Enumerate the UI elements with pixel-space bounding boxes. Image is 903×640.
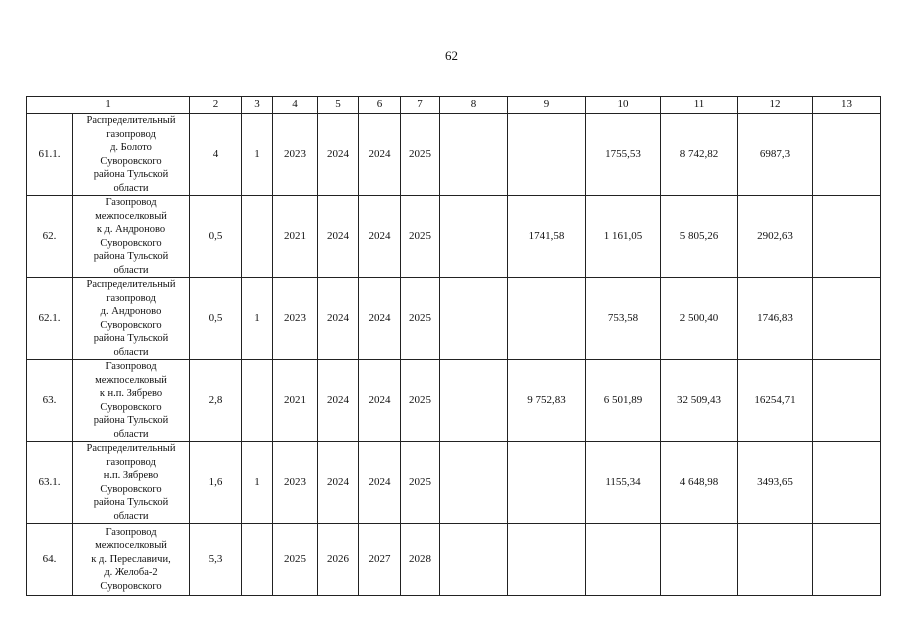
object-name-line: д. Андроново (100, 306, 162, 317)
value-cell-c10: 6 501,89 (586, 360, 661, 442)
object-name-line: области (113, 182, 149, 194)
object-name-line: Газопровод (105, 197, 157, 208)
table-row (27, 114, 881, 196)
object-name-cell (73, 278, 190, 360)
value-cell-c9: 9 752,83 (508, 360, 586, 442)
value-cell-c10: 1 161,05 (586, 196, 661, 278)
value-cell-c3: 1 (242, 278, 273, 360)
value-cell-c11: 2 500,40 (661, 278, 738, 360)
object-name-cell (73, 114, 190, 196)
object-name-line: межпоселковый (95, 374, 167, 386)
value-cell-c10 (586, 524, 661, 596)
object-name-line: Распределительный (86, 115, 176, 126)
object-name-line: Газопровод (105, 361, 157, 372)
value-cell-c12 (738, 524, 813, 596)
table-row (27, 360, 881, 442)
value-cell-c5: 2024 (318, 196, 359, 278)
object-name-line: района Тульской (93, 497, 169, 508)
value-cell-c4: 2023 (273, 278, 318, 360)
value-cell-c8 (440, 524, 508, 596)
value-cell-c3 (242, 196, 273, 278)
object-name-line: района Тульской (93, 169, 169, 180)
value-cell-c8 (440, 196, 508, 278)
value-cell-c12: 3493,65 (738, 442, 813, 524)
object-name-line: Распределительный (86, 279, 176, 290)
value-cell-c6: 2024 (359, 114, 401, 196)
value-cell-c5: 2024 (318, 278, 359, 360)
value-cell-c13 (813, 196, 881, 278)
header-cell: 13 (813, 97, 881, 114)
value-cell-c2: 0,5 (190, 196, 242, 278)
table-row (27, 524, 881, 596)
value-cell-c7: 2025 (401, 442, 440, 524)
value-cell-c2: 5,3 (190, 524, 242, 596)
value-cell-c7: 2025 (401, 114, 440, 196)
value-cell-c6: 2027 (359, 524, 401, 596)
object-name-line: Суворовского (100, 237, 162, 249)
value-cell-c8 (440, 278, 508, 360)
table-row (27, 196, 881, 278)
value-cell-c6: 2024 (359, 278, 401, 360)
value-cell-c11: 32 509,43 (661, 360, 738, 442)
value-cell-c3: 1 (242, 114, 273, 196)
value-cell-c9 (508, 524, 586, 596)
value-cell-c2: 4 (190, 114, 242, 196)
value-cell-c12: 16254,71 (738, 360, 813, 442)
value-cell-c2: 2,8 (190, 360, 242, 442)
object-name-line: Суворовского (100, 319, 162, 331)
object-name-line: области (113, 346, 149, 358)
object-name-cell (73, 196, 190, 278)
object-name-line: области (113, 264, 149, 276)
value-cell-c9: 1741,58 (508, 196, 586, 278)
value-cell-c3 (242, 360, 273, 442)
table-row (27, 442, 881, 524)
object-name-line: района Тульской (93, 251, 169, 262)
header-cell: 2 (190, 97, 242, 114)
value-cell-c9 (508, 114, 586, 196)
value-cell-c4: 2023 (273, 114, 318, 196)
object-name-line: межпоселковый (95, 210, 167, 222)
object-name-line: Суворовского (100, 580, 162, 592)
value-cell-c8 (440, 360, 508, 442)
row-number-cell: 63.1. (27, 442, 73, 524)
object-name-cell (73, 360, 190, 442)
object-name-line: области (113, 510, 149, 522)
object-name-line: д. Болото (110, 142, 152, 153)
value-cell-c7: 2025 (401, 278, 440, 360)
object-name-line: Суворовского (100, 483, 162, 495)
value-cell-c3 (242, 524, 273, 596)
value-cell-c11: 5 805,26 (661, 196, 738, 278)
value-cell-c13 (813, 360, 881, 442)
object-name-line: области (113, 428, 149, 440)
value-cell-c8 (440, 114, 508, 196)
page-number: 62 (445, 48, 458, 63)
value-cell-c11: 8 742,82 (661, 114, 738, 196)
value-cell-c10: 753,58 (586, 278, 661, 360)
object-name-line: района Тульской (93, 333, 169, 344)
object-name-line: Суворовского (100, 155, 162, 167)
header-cell: 7 (401, 97, 440, 114)
object-name-line: газопровод (106, 456, 156, 468)
object-name-line: к н.п. Зябрево (99, 388, 163, 399)
value-cell-c5: 2024 (318, 360, 359, 442)
table-row (27, 278, 881, 360)
value-cell-c9 (508, 278, 586, 360)
value-cell-c2: 0,5 (190, 278, 242, 360)
header-row (27, 97, 881, 114)
header-cell: 4 (273, 97, 318, 114)
object-name-line: к д. Переславичи, (91, 553, 171, 565)
header-cell: 8 (440, 97, 508, 114)
value-cell-c10: 1755,53 (586, 114, 661, 196)
object-name-line: межпоселковый (95, 540, 167, 552)
value-cell-c7: 2025 (401, 196, 440, 278)
header-cell: 10 (586, 97, 661, 114)
value-cell-c4: 2023 (273, 442, 318, 524)
value-cell-c13 (813, 114, 881, 196)
header-cell: 11 (661, 97, 738, 114)
object-name-line: газопровод (106, 292, 156, 304)
value-cell-c6: 2024 (359, 442, 401, 524)
row-number-cell: 64. (27, 524, 73, 596)
value-cell-c12: 2902,63 (738, 196, 813, 278)
value-cell-c6: 2024 (359, 196, 401, 278)
value-cell-c5: 2024 (318, 442, 359, 524)
object-name-line: д. Желоба-2 (104, 567, 158, 579)
row-number-cell: 61.1. (27, 114, 73, 196)
header-cell: 3 (242, 97, 273, 114)
object-name-line: н.п. Зябрево (103, 470, 159, 481)
value-cell-c2: 1,6 (190, 442, 242, 524)
value-cell-c5: 2024 (318, 114, 359, 196)
data-table (26, 96, 881, 596)
value-cell-c5: 2026 (318, 524, 359, 596)
value-cell-c13 (813, 524, 881, 596)
value-cell-c13 (813, 442, 881, 524)
value-cell-c9 (508, 442, 586, 524)
object-name-line: газопровод (106, 128, 156, 140)
row-number-cell: 62.1. (27, 278, 73, 360)
header-cell: 5 (318, 97, 359, 114)
object-name-line: Газопровод (105, 526, 157, 538)
value-cell-c11 (661, 524, 738, 596)
value-cell-c12: 6987,3 (738, 114, 813, 196)
value-cell-c11: 4 648,98 (661, 442, 738, 524)
header-cell: 1 (27, 97, 190, 114)
row-number-cell: 63. (27, 360, 73, 442)
row-number-cell: 62. (27, 196, 73, 278)
object-name-line: Распределительный (86, 443, 176, 454)
header-cell: 9 (508, 97, 586, 114)
object-name-cell (73, 442, 190, 524)
value-cell-c4: 2021 (273, 196, 318, 278)
object-name-line: к д. Андроново (96, 224, 166, 235)
value-cell-c7: 2025 (401, 360, 440, 442)
object-name-line: района Тульской (93, 415, 169, 426)
value-cell-c4: 2025 (273, 524, 318, 596)
object-name-cell (73, 524, 190, 596)
value-cell-c8 (440, 442, 508, 524)
object-name-line: Суворовского (100, 401, 162, 413)
value-cell-c13 (813, 278, 881, 360)
value-cell-c7: 2028 (401, 524, 440, 596)
value-cell-c3: 1 (242, 442, 273, 524)
value-cell-c10: 1155,34 (586, 442, 661, 524)
value-cell-c12: 1746,83 (738, 278, 813, 360)
header-cell: 12 (738, 97, 813, 114)
header-cell: 6 (359, 97, 401, 114)
value-cell-c4: 2021 (273, 360, 318, 442)
value-cell-c6: 2024 (359, 360, 401, 442)
